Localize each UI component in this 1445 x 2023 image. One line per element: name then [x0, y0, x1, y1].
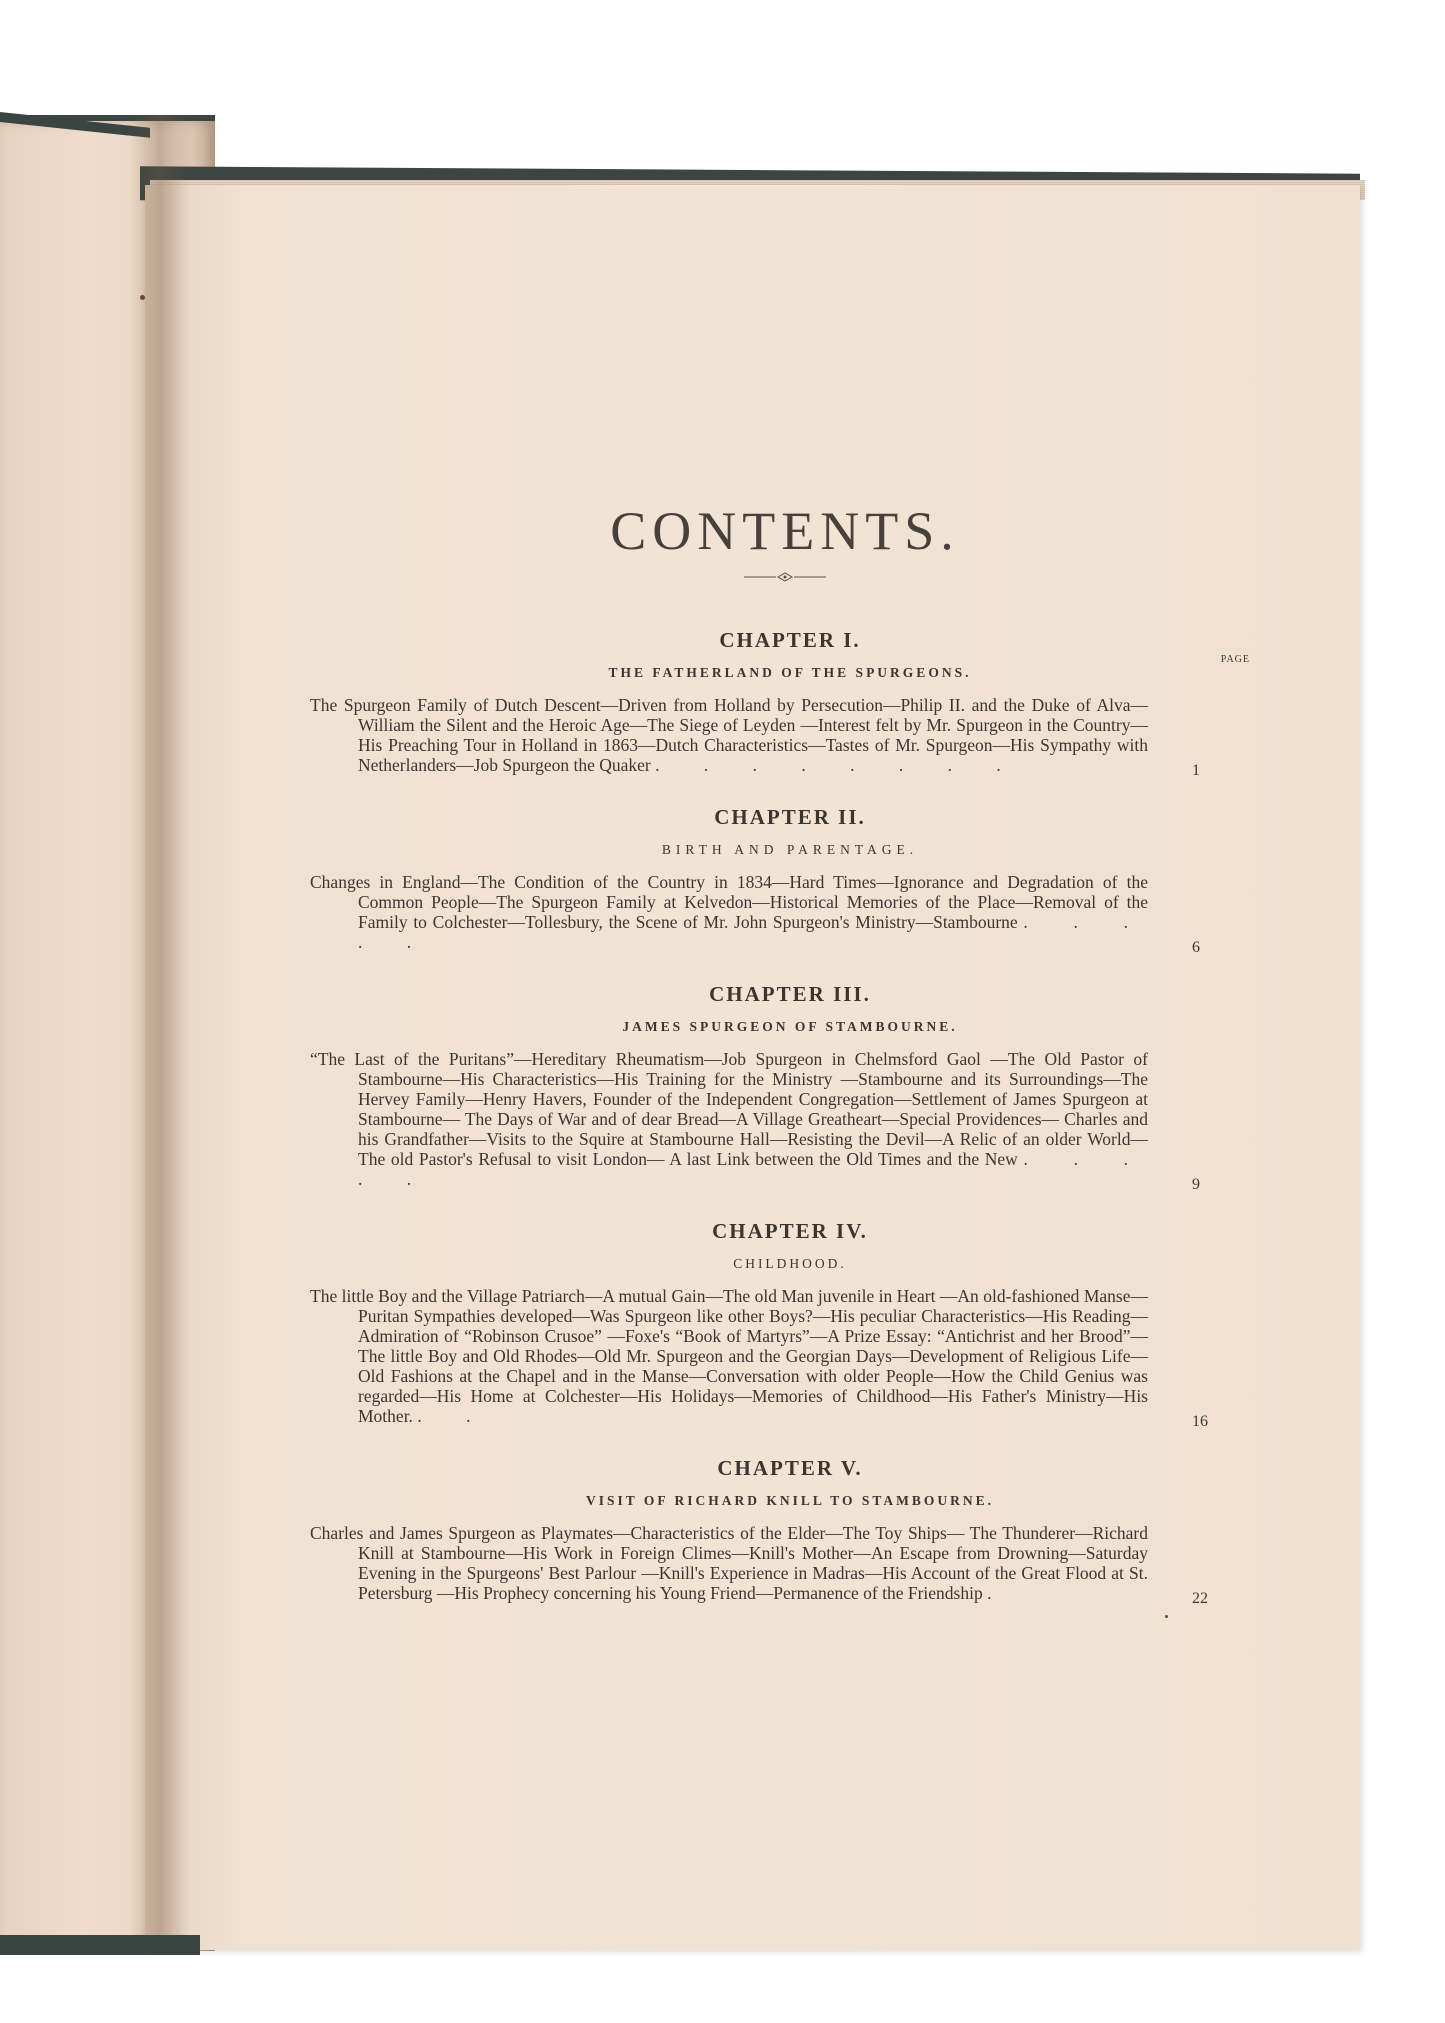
- chapter-summary: [310, 1523, 1148, 1603]
- paper-speck: [1165, 1615, 1168, 1618]
- dot-leaders: . . . . . . . .: [655, 755, 1021, 775]
- contents-page: [310, 500, 1250, 1603]
- summary-text: Changes in England—The Condition of the Country in 1834—Hard Times—Ignorance and Degradation of the Common People—The Spurgeon Family at Kelvedon—Historical Memories of the Place—Removal of the Family to Colchester—Tollesbury, the Scene of Mr. John Spurgeon's Ministry—Stambourne: [310, 872, 1148, 932]
- chapter-subtitle: THE FATHERLAND OF THE SPURGEONS.: [608, 665, 972, 680]
- page-title: CONTENTS.: [610, 501, 960, 561]
- chapter-heading: CHAPTER IV.: [712, 1219, 868, 1243]
- chapter-heading: CHAPTER II.: [714, 805, 866, 829]
- summary-text: The Spurgeon Family of Dutch Descent—Driven from Holland by Persecution—Philip II. and the Duke of Alva—William the Silent and the Heroic Age—The Siege of Leyden —Interest felt by Mr. Spurgeon in the Country—His Preaching Tour in Holland in 1863—Dutch Characteristics—Tastes of Mr. Spurgeon—His Sympathy with Netherlanders—Job Spurgeon the Quaker: [310, 695, 1148, 775]
- book-gutter: [130, 115, 190, 1950]
- chapter-3: [310, 982, 1150, 1189]
- dot-leaders: . . . . .: [358, 912, 1148, 952]
- page-column-label: PAGE: [1220, 654, 1250, 665]
- chapter-heading: CHAPTER I.: [719, 628, 861, 652]
- title-ornament: [310, 570, 1150, 590]
- summary-text: “The Last of the Puritans”—Hereditary Rheumatism—Job Spurgeon in Chelmsford Gaol —The Old Pastor of Stambourne—His Characteristics—His Training for the Ministry —Stambourne and its Surroundings—The Hervey Family—Henry Havers, Founder of the Independent Congregation—Settlement of James Spurgeon at Stambourne— The Days of War and of dear Bread—A Village Greatheart—Special Providences— Charles and his Grandfather—Visits to the Squire at Stambourne Hall—Resisting the Devil—A Relic of an older World—The old Pastor's Refusal to visit London— A last Link between the Old Times and the New: [310, 1049, 1148, 1169]
- chapter-heading: CHAPTER III.: [709, 982, 871, 1006]
- chapter-summary: [310, 1286, 1148, 1426]
- chapter-subtitle: VISIT OF RICHARD KNILL TO STAMBOURNE.: [585, 1493, 995, 1508]
- chapter-5: [310, 1456, 1150, 1603]
- paper-speck: [140, 295, 145, 300]
- chapter-summary: [310, 1049, 1148, 1189]
- dot-leaders: .: [987, 1583, 1012, 1603]
- book-cover-bottom: [0, 1935, 200, 1955]
- chapter-heading: CHAPTER V.: [717, 1456, 863, 1480]
- chapter-subtitle: JAMES SPURGEON OF STAMBOURNE.: [622, 1019, 958, 1034]
- chapter-summary: [310, 872, 1148, 952]
- chapter-2: [310, 805, 1150, 952]
- dot-leaders: . .: [417, 1406, 491, 1426]
- chapter-1: [310, 628, 1250, 775]
- chapter-4: [310, 1219, 1150, 1426]
- chapter-summary: [310, 695, 1148, 775]
- chapter-subtitle: CHILDHOOD.: [733, 1256, 847, 1271]
- summary-text: The little Boy and the Village Patriarch—A mutual Gain—The old Man juvenile in Heart —An old-fashioned Manse—Puritan Sympathies developed—Was Spurgeon like other Boys?—His peculiar Characteristics—His Reading—Admiration of “Robinson Crusoe” —Foxe's “Book of Martyrs”—A Prize Essay: “Antichrist and her Brood”—The little Boy and Old Rhodes—Old Mr. Spurgeon and the Georgian Days—Development of Religious Life—Old Fashions at the Chapel and in the Manse—Conversation with older People—How the Child Genius was regarded—His Home at Colchester—His Holidays—Memories of Childhood—His Father's Ministry—His Mother.: [310, 1286, 1148, 1426]
- dot-leaders: . . . . .: [358, 1149, 1149, 1189]
- chapter-subtitle: BIRTH AND PARENTAGE.: [661, 842, 919, 857]
- summary-text: Charles and James Spurgeon as Playmates—Characteristics of the Elder—The Toy Ships— The Thunderer—Richard Knill at Stambourne—His Work in Foreign Climes—Knill's Mother—An Escape from Drowning—Saturday Evening in the Spurgeons' Best Parlour —Knill's Experience in Madras—His Account of the Great Flood at St. Petersburg —His Prophecy concerning his Young Friend—Permanence of the Friendship: [310, 1523, 1148, 1603]
